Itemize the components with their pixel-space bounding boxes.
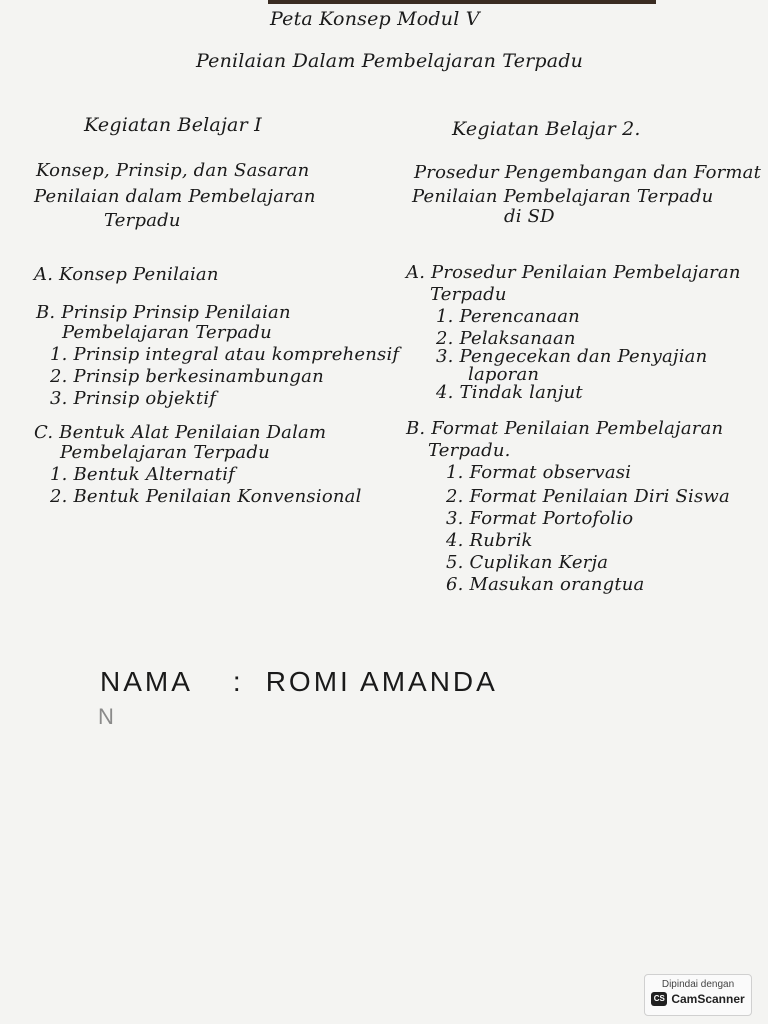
list-item: A. Prosedur Penilaian Pembelajaran [406,262,741,283]
list-item: A. Konsep Penilaian [34,264,219,285]
list-item: B. Prinsip Prinsip Penilaian [36,302,291,323]
left-topic-line: Penilaian dalam Pembelajaran [34,186,316,207]
list-item: Pembelajaran Terpadu [60,442,270,463]
list-item: 3. Pengecekan dan Penyajian [436,346,708,367]
right-topic-line: Prosedur Pengembangan dan Format [414,162,762,183]
list-item: 5. Cuplikan Kerja [446,552,609,573]
list-item: 3. Prinsip objektif [50,388,217,409]
list-item: B. Format Penilaian Pembelajaran [406,418,724,439]
watermark-brand [645,992,751,1006]
watermark-brand-label: CamScanner [671,992,745,1006]
list-item: Pembelajaran Terpadu [62,322,272,343]
list-item: 2. Format Penilaian Diri Siswa [446,486,730,507]
student-name [100,666,498,698]
list-item: 6. Masukan orangtua [446,574,645,595]
left-topic-line: Terpadu [104,210,181,231]
name-label: NAMA [100,666,193,697]
list-item: Terpadu [430,284,507,305]
page-title: Peta Konsep Modul V [270,8,480,30]
list-item: 1. Format observasi [446,462,632,483]
list-item: 2. Bentuk Penilaian Konvensional [50,486,362,507]
list-item: laporan [468,364,540,385]
list-item: 2. Prinsip berkesinambungan [50,366,324,387]
name-value: ROMI AMANDA [265,666,498,697]
watermark-line: Dipindai dengan [661,979,735,990]
list-item: 3. Format Portofolio [446,508,634,529]
right-topic-line: di SD [504,206,555,227]
camscanner-watermark [644,974,752,1016]
list-item: 1. Prinsip integral atau komprehensif [50,344,400,365]
list-item: 2. Pelaksanaan [436,328,576,349]
list-item: 1. Bentuk Alternatif [50,464,236,485]
left-topic-line: Konsep, Prinsip, dan Sasaran [36,160,310,181]
page-subtitle: Penilaian Dalam Pembelajaran Terpadu [196,50,584,72]
stray-pen-mark: N [98,704,114,729]
list-item: 4. Tindak lanjut [436,382,583,403]
top-edge-shadow [268,0,656,4]
list-item: 1. Perencanaan [436,306,580,327]
right-topic-line: Penilaian Pembelajaran Terpadu [412,186,714,207]
left-heading: Kegiatan Belajar I [84,114,262,136]
list-item: 4. Rubrik [446,530,533,551]
name-separator: : [232,666,244,697]
right-heading: Kegiatan Belajar 2. [452,118,641,140]
camscanner-logo-icon: CS [651,992,667,1006]
list-item: C. Bentuk Alat Penilaian Dalam [34,422,327,443]
list-item: Terpadu. [428,440,511,461]
